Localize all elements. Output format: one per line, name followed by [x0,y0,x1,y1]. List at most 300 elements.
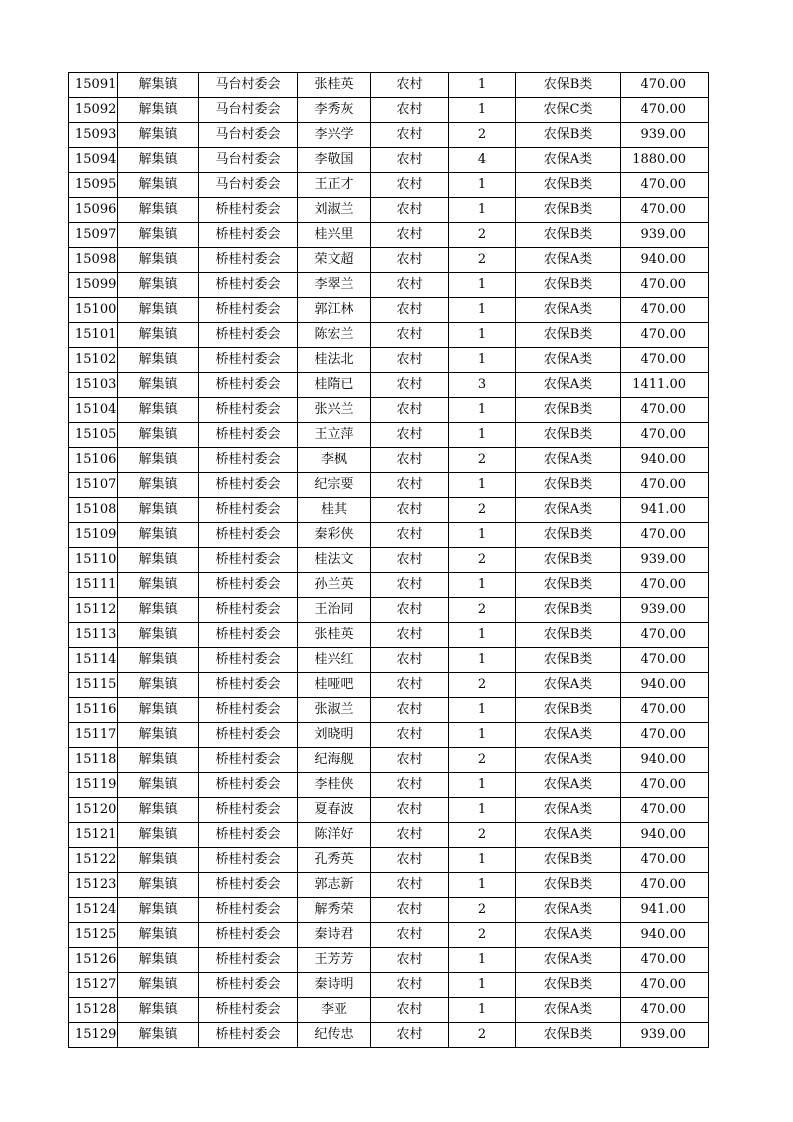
amount-cell: 470.00 [621,798,709,823]
insurance-category-cell: 农保B类 [516,648,621,673]
household-count-cell: 2 [449,123,516,148]
amount-cell: 940.00 [621,748,709,773]
table-row [69,573,709,598]
insurance-category-cell: 农保C类 [516,98,621,123]
town-cell: 解集镇 [118,798,199,823]
table-row [69,473,709,498]
table-row [69,923,709,948]
amount-cell: 470.00 [621,473,709,498]
amount-cell: 470.00 [621,573,709,598]
area-type-cell: 农村 [371,548,449,573]
village-committee-cell: 桥桂村委会 [199,623,298,648]
insurance-category-cell: 农保A类 [516,773,621,798]
household-count-cell: 2 [449,748,516,773]
insurance-category-cell: 农保B类 [516,973,621,998]
area-type-cell: 农村 [371,73,449,98]
area-type-cell: 农村 [371,798,449,823]
household-count-cell: 1 [449,573,516,598]
village-committee-cell: 桥桂村委会 [199,348,298,373]
household-count-cell: 2 [449,1023,516,1048]
household-count-cell: 2 [449,548,516,573]
town-cell: 解集镇 [118,923,199,948]
town-cell: 解集镇 [118,1023,199,1048]
area-type-cell: 农村 [371,923,449,948]
table-row [69,423,709,448]
record-id-cell: 15096 [69,198,118,223]
name-cell: 秦诗君 [298,923,371,948]
town-cell: 解集镇 [118,398,199,423]
household-count-cell: 1 [449,73,516,98]
record-id-cell: 15127 [69,973,118,998]
village-committee-cell: 桥桂村委会 [199,1023,298,1048]
record-id-cell: 15092 [69,98,118,123]
amount-cell: 470.00 [621,348,709,373]
town-cell: 解集镇 [118,648,199,673]
town-cell: 解集镇 [118,573,199,598]
name-cell: 桂法北 [298,348,371,373]
area-type-cell: 农村 [371,423,449,448]
household-count-cell: 1 [449,723,516,748]
amount-cell: 470.00 [621,323,709,348]
record-id-cell: 15122 [69,848,118,873]
village-committee-cell: 马台村委会 [199,73,298,98]
village-committee-cell: 桥桂村委会 [199,598,298,623]
table-row [69,898,709,923]
village-committee-cell: 马台村委会 [199,123,298,148]
record-id-cell: 15099 [69,273,118,298]
record-id-cell: 15111 [69,573,118,598]
insurance-category-cell: 农保B类 [516,273,621,298]
table-row [69,673,709,698]
area-type-cell: 农村 [371,898,449,923]
town-cell: 解集镇 [118,848,199,873]
area-type-cell: 农村 [371,848,449,873]
town-cell: 解集镇 [118,698,199,723]
area-type-cell: 农村 [371,398,449,423]
village-committee-cell: 桥桂村委会 [199,423,298,448]
insurance-category-cell: 农保A类 [516,948,621,973]
village-committee-cell: 桥桂村委会 [199,798,298,823]
name-cell: 桂其 [298,498,371,523]
town-cell: 解集镇 [118,123,199,148]
village-committee-cell: 桥桂村委会 [199,448,298,473]
town-cell: 解集镇 [118,548,199,573]
name-cell: 孙兰英 [298,573,371,598]
name-cell: 王立萍 [298,423,371,448]
town-cell: 解集镇 [118,973,199,998]
record-id-cell: 15118 [69,748,118,773]
area-type-cell: 农村 [371,498,449,523]
record-id-cell: 15119 [69,773,118,798]
town-cell: 解集镇 [118,73,199,98]
area-type-cell: 农村 [371,148,449,173]
town-cell: 解集镇 [118,723,199,748]
name-cell: 秦彩侠 [298,523,371,548]
name-cell: 纪宗要 [298,473,371,498]
household-count-cell: 1 [449,298,516,323]
household-count-cell: 4 [449,148,516,173]
village-committee-cell: 桥桂村委会 [199,773,298,798]
household-count-cell: 1 [449,798,516,823]
village-committee-cell: 桥桂村委会 [199,948,298,973]
household-count-cell: 1 [449,198,516,223]
amount-cell: 941.00 [621,898,709,923]
household-count-cell: 1 [449,873,516,898]
name-cell: 孔秀英 [298,848,371,873]
table-row [69,773,709,798]
name-cell: 李桂侠 [298,773,371,798]
amount-cell: 940.00 [621,448,709,473]
village-committee-cell: 桥桂村委会 [199,973,298,998]
area-type-cell: 农村 [371,748,449,773]
household-count-cell: 2 [449,923,516,948]
record-id-cell: 15091 [69,73,118,98]
amount-cell: 939.00 [621,223,709,248]
insurance-category-cell: 农保B类 [516,73,621,98]
household-count-cell: 1 [449,648,516,673]
town-cell: 解集镇 [118,198,199,223]
household-count-cell: 2 [449,223,516,248]
area-type-cell: 农村 [371,973,449,998]
name-cell: 刘晓明 [298,723,371,748]
table-row [69,798,709,823]
record-id-cell: 15121 [69,823,118,848]
record-id-cell: 15093 [69,123,118,148]
table-row [69,398,709,423]
area-type-cell: 农村 [371,173,449,198]
table-row [69,823,709,848]
area-type-cell: 农村 [371,373,449,398]
village-committee-cell: 桥桂村委会 [199,923,298,948]
table-row [69,273,709,298]
area-type-cell: 农村 [371,673,449,698]
area-type-cell: 农村 [371,98,449,123]
record-id-cell: 15116 [69,698,118,723]
name-cell: 王治同 [298,598,371,623]
village-committee-cell: 桥桂村委会 [199,698,298,723]
household-count-cell: 2 [449,898,516,923]
insurance-category-cell: 农保A类 [516,373,621,398]
amount-cell: 470.00 [621,698,709,723]
insurance-category-cell: 农保B类 [516,548,621,573]
town-cell: 解集镇 [118,298,199,323]
table-row [69,648,709,673]
area-type-cell: 农村 [371,1023,449,1048]
town-cell: 解集镇 [118,748,199,773]
town-cell: 解集镇 [118,98,199,123]
record-id-cell: 15109 [69,523,118,548]
record-id-cell: 15104 [69,398,118,423]
table-row [69,298,709,323]
area-type-cell: 农村 [371,323,449,348]
name-cell: 张桂英 [298,73,371,98]
village-committee-cell: 桥桂村委会 [199,573,298,598]
household-count-cell: 1 [449,998,516,1023]
record-id-cell: 15105 [69,423,118,448]
household-count-cell: 1 [449,848,516,873]
area-type-cell: 农村 [371,698,449,723]
table-row [69,623,709,648]
table-row [69,73,709,98]
village-committee-cell: 桥桂村委会 [199,198,298,223]
table-row [69,173,709,198]
table-row [69,248,709,273]
village-committee-cell: 桥桂村委会 [199,498,298,523]
record-id-cell: 15112 [69,598,118,623]
village-committee-cell: 桥桂村委会 [199,323,298,348]
household-count-cell: 2 [449,248,516,273]
insurance-category-cell: 农保B类 [516,123,621,148]
area-type-cell: 农村 [371,948,449,973]
record-id-cell: 15102 [69,348,118,373]
town-cell: 解集镇 [118,773,199,798]
area-type-cell: 农村 [371,823,449,848]
household-count-cell: 1 [449,773,516,798]
record-id-cell: 15114 [69,648,118,673]
name-cell: 李亚 [298,998,371,1023]
table-row [69,598,709,623]
amount-cell: 470.00 [621,98,709,123]
household-count-cell: 1 [449,698,516,723]
insurance-category-cell: 农保A类 [516,798,621,823]
area-type-cell: 农村 [371,723,449,748]
insurance-category-cell: 农保B类 [516,848,621,873]
area-type-cell: 农村 [371,773,449,798]
name-cell: 纪传忠 [298,1023,371,1048]
name-cell: 荣文超 [298,248,371,273]
town-cell: 解集镇 [118,948,199,973]
amount-cell: 1880.00 [621,148,709,173]
insurance-category-cell: 农保B类 [516,398,621,423]
village-committee-cell: 桥桂村委会 [199,898,298,923]
table-row [69,998,709,1023]
table-row [69,323,709,348]
household-count-cell: 1 [449,98,516,123]
amount-cell: 470.00 [621,973,709,998]
town-cell: 解集镇 [118,998,199,1023]
roster-table [68,72,709,1048]
village-committee-cell: 桥桂村委会 [199,548,298,573]
amount-cell: 470.00 [621,648,709,673]
table-row [69,123,709,148]
amount-cell: 470.00 [621,73,709,98]
town-cell: 解集镇 [118,348,199,373]
amount-cell: 470.00 [621,298,709,323]
table-row [69,98,709,123]
name-cell: 桂兴红 [298,648,371,673]
amount-cell: 941.00 [621,498,709,523]
village-committee-cell: 桥桂村委会 [199,473,298,498]
insurance-category-cell: 农保B类 [516,598,621,623]
table-row [69,548,709,573]
table-row [69,448,709,473]
record-id-cell: 15129 [69,1023,118,1048]
area-type-cell: 农村 [371,873,449,898]
area-type-cell: 农村 [371,573,449,598]
household-count-cell: 1 [449,473,516,498]
insurance-category-cell: 农保B类 [516,1023,621,1048]
town-cell: 解集镇 [118,423,199,448]
area-type-cell: 农村 [371,198,449,223]
village-committee-cell: 桥桂村委会 [199,523,298,548]
village-committee-cell: 桥桂村委会 [199,398,298,423]
area-type-cell: 农村 [371,473,449,498]
village-committee-cell: 桥桂村委会 [199,848,298,873]
town-cell: 解集镇 [118,523,199,548]
name-cell: 桂法文 [298,548,371,573]
village-committee-cell: 桥桂村委会 [199,823,298,848]
town-cell: 解集镇 [118,373,199,398]
insurance-category-cell: 农保B类 [516,873,621,898]
village-committee-cell: 马台村委会 [199,98,298,123]
table-row [69,198,709,223]
record-id-cell: 15123 [69,873,118,898]
name-cell: 张桂英 [298,623,371,648]
amount-cell: 940.00 [621,673,709,698]
amount-cell: 470.00 [621,948,709,973]
amount-cell: 470.00 [621,873,709,898]
insurance-category-cell: 农保A类 [516,248,621,273]
record-id-cell: 15100 [69,298,118,323]
insurance-category-cell: 农保A类 [516,498,621,523]
household-count-cell: 1 [449,398,516,423]
insurance-category-cell: 农保A类 [516,898,621,923]
area-type-cell: 农村 [371,123,449,148]
household-count-cell: 1 [449,348,516,373]
household-count-cell: 1 [449,273,516,298]
name-cell: 纪海舰 [298,748,371,773]
table-row [69,348,709,373]
town-cell: 解集镇 [118,873,199,898]
amount-cell: 940.00 [621,823,709,848]
insurance-category-cell: 农保A类 [516,348,621,373]
town-cell: 解集镇 [118,323,199,348]
insurance-category-cell: 农保A类 [516,723,621,748]
household-count-cell: 2 [449,598,516,623]
amount-cell: 470.00 [621,173,709,198]
area-type-cell: 农村 [371,298,449,323]
name-cell: 张兴兰 [298,398,371,423]
name-cell: 秦诗明 [298,973,371,998]
table-row [69,848,709,873]
amount-cell: 939.00 [621,598,709,623]
village-committee-cell: 桥桂村委会 [199,673,298,698]
town-cell: 解集镇 [118,598,199,623]
area-type-cell: 农村 [371,273,449,298]
table-row [69,873,709,898]
name-cell: 陈洋好 [298,823,371,848]
record-id-cell: 15117 [69,723,118,748]
village-committee-cell: 桥桂村委会 [199,873,298,898]
name-cell: 张淑兰 [298,698,371,723]
name-cell: 陈宏兰 [298,323,371,348]
insurance-category-cell: 农保A类 [516,748,621,773]
village-committee-cell: 桥桂村委会 [199,373,298,398]
amount-cell: 939.00 [621,548,709,573]
village-committee-cell: 桥桂村委会 [199,273,298,298]
amount-cell: 1411.00 [621,373,709,398]
table-row [69,523,709,548]
name-cell: 李翠兰 [298,273,371,298]
name-cell: 解秀荣 [298,898,371,923]
village-committee-cell: 马台村委会 [199,148,298,173]
insurance-category-cell: 农保A类 [516,673,621,698]
insurance-category-cell: 农保B类 [516,323,621,348]
amount-cell: 940.00 [621,923,709,948]
amount-cell: 470.00 [621,398,709,423]
town-cell: 解集镇 [118,823,199,848]
amount-cell: 470.00 [621,273,709,298]
household-count-cell: 1 [449,623,516,648]
village-committee-cell: 桥桂村委会 [199,723,298,748]
town-cell: 解集镇 [118,473,199,498]
insurance-category-cell: 农保B类 [516,698,621,723]
amount-cell: 470.00 [621,523,709,548]
table-row [69,498,709,523]
amount-cell: 940.00 [621,248,709,273]
household-count-cell: 2 [449,673,516,698]
town-cell: 解集镇 [118,273,199,298]
insurance-category-cell: 农保B类 [516,198,621,223]
town-cell: 解集镇 [118,673,199,698]
household-count-cell: 2 [449,823,516,848]
table-row [69,748,709,773]
record-id-cell: 15098 [69,248,118,273]
record-id-cell: 15124 [69,898,118,923]
town-cell: 解集镇 [118,248,199,273]
area-type-cell: 农村 [371,448,449,473]
insurance-category-cell: 农保A类 [516,823,621,848]
insurance-category-cell: 农保B类 [516,423,621,448]
record-id-cell: 15126 [69,948,118,973]
area-type-cell: 农村 [371,248,449,273]
village-committee-cell: 桥桂村委会 [199,223,298,248]
table-row [69,373,709,398]
village-committee-cell: 桥桂村委会 [199,648,298,673]
town-cell: 解集镇 [118,223,199,248]
area-type-cell: 农村 [371,598,449,623]
name-cell: 王正才 [298,173,371,198]
record-id-cell: 15094 [69,148,118,173]
record-id-cell: 15110 [69,548,118,573]
amount-cell: 939.00 [621,1023,709,1048]
record-id-cell: 15128 [69,998,118,1023]
area-type-cell: 农村 [371,223,449,248]
village-committee-cell: 桥桂村委会 [199,298,298,323]
name-cell: 桂兴里 [298,223,371,248]
town-cell: 解集镇 [118,498,199,523]
name-cell: 刘淑兰 [298,198,371,223]
village-committee-cell: 马台村委会 [199,173,298,198]
insurance-category-cell: 农保B类 [516,473,621,498]
insurance-category-cell: 农保A类 [516,148,621,173]
record-id-cell: 15101 [69,323,118,348]
insurance-category-cell: 农保B类 [516,623,621,648]
household-count-cell: 1 [449,173,516,198]
town-cell: 解集镇 [118,623,199,648]
household-count-cell: 2 [449,448,516,473]
amount-cell: 470.00 [621,773,709,798]
village-committee-cell: 桥桂村委会 [199,248,298,273]
amount-cell: 470.00 [621,623,709,648]
record-id-cell: 15107 [69,473,118,498]
record-id-cell: 15108 [69,498,118,523]
insurance-category-cell: 农保B类 [516,173,621,198]
name-cell: 桂隋已 [298,373,371,398]
insurance-category-cell: 农保A类 [516,998,621,1023]
name-cell: 桂哑吧 [298,673,371,698]
amount-cell: 470.00 [621,198,709,223]
